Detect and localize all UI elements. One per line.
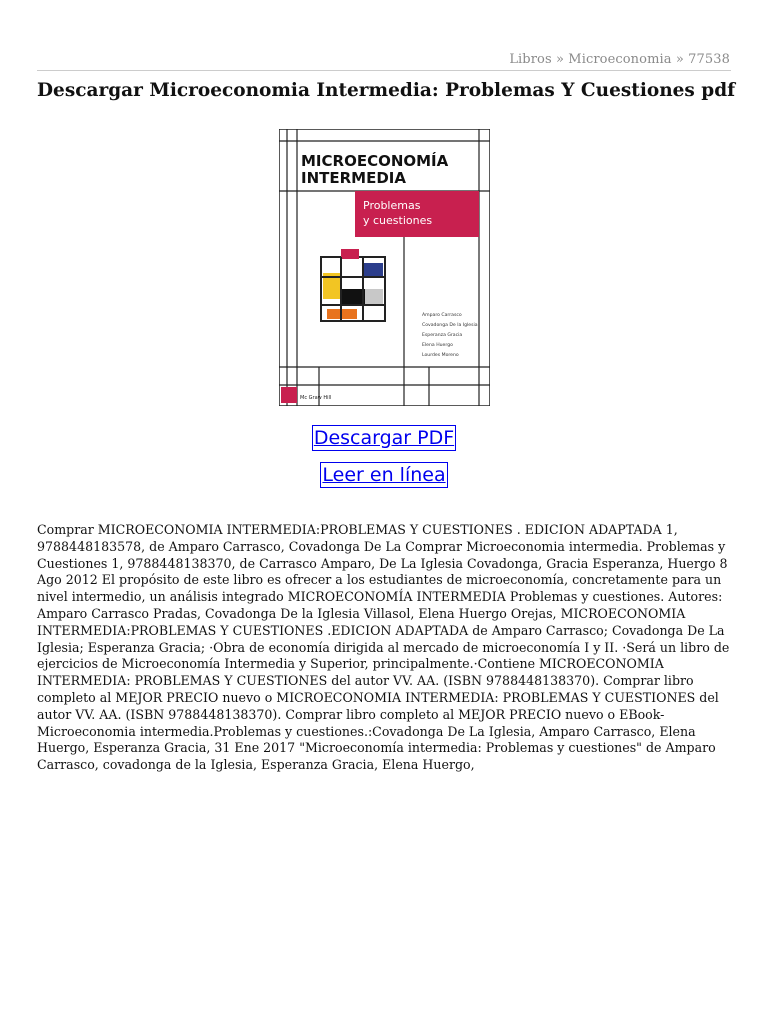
cover-title-line2: INTERMEDIA <box>301 169 406 187</box>
cover-author: Lourdes Moreno <box>422 353 459 358</box>
breadcrumb-separator: » <box>551 52 569 67</box>
page-title: Descargar Microeconomia Intermedia: Problemas Y Cuestiones pdf <box>37 80 736 101</box>
cover-title-line1: MICROECONOMÍA <box>301 152 449 170</box>
cover-subtitle-line2: y cuestiones <box>363 214 433 227</box>
breadcrumb-separator: » <box>671 52 689 67</box>
cover-author: Covadonga De la Iglesia <box>422 323 478 328</box>
book-cover-image <box>279 129 490 406</box>
header-divider <box>37 70 731 71</box>
cover-author: Esperanza Gracia <box>422 333 463 338</box>
cover-mondrian-graphic <box>321 249 385 321</box>
cover-author: Elena Huergo <box>422 343 453 348</box>
download-links <box>0 425 768 499</box>
cover-subtitle-line1: Problemas <box>363 199 421 212</box>
breadcrumb-libros-link[interactable]: Libros <box>509 52 552 67</box>
read-online-link[interactable]: Leer en línea <box>322 464 446 486</box>
breadcrumb-microeconomia-link[interactable]: Microeconomia <box>568 52 672 67</box>
publisher-name: Mc Graw Hill <box>300 395 332 401</box>
download-pdf-link[interactable]: Descargar PDF <box>313 427 455 449</box>
breadcrumb-current: 77538 <box>688 52 730 67</box>
cover-author: Amparo Carrasco <box>422 313 462 318</box>
description-paragraph: Comprar MICROECONOMIA INTERMEDIA:PROBLEMAS Y CUESTIONES . EDICION ADAPTADA 1, 9788448183578, de Amparo Carrasco, Covadonga De La Comprar Microeconomia intermedia. Problemas y Cuestiones 1, 9788448138370, de Carrasco Amparo, De La Iglesia Covadonga, Gracia Esperanza, Huergo 8 Ago 2012 El propósito de este libro es ofrecer a los estudiantes de microeconomía, concretamente para un nivel intermedio, un análisis integrado MICROECONOMÍA INTERMEDIA Problemas y cuestiones. Autores: Amparo Carrasco Pradas, Covadonga De la Iglesia Villasol, Elena Huergo Orejas, MICROECONOMIA INTERMEDIA:PROBLEMAS Y CUESTIONES .EDICION ADAPTADA de Amparo Carrasco; Covadonga De La Iglesia; Esperanza Gracia; ·Obra de economía dirigida al mercado de microeconomía I y II. ·Será un libro de ejercicios de Microeconomía Intermedia y Superior, principalmente.·Contiene MICROECONOMIA INTERMEDIA: PROBLEMAS Y CUESTIONES del autor VV. AA. (ISBN 9788448138370). Comprar libro completo al MEJOR PRECIO nuevo o MICROECONOMIA INTERMEDIA: PROBLEMAS Y CUESTIONES del autor VV. AA. (ISBN 9788448138370). Comprar libro completo al MEJOR PRECIO nuevo o EBook-Microeconomia intermedia.Problemas y cuestiones.:Covadonga De La Iglesia, Amparo Carrasco, Elena Huergo, Esperanza Gracia, 31 Ene 2017 "Microeconomía intermedia: Problemas y cuestiones" de Amparo Carrasco, covadonga de la Iglesia, Esperanza Gracia, Elena Huergo, <box>37 522 730 773</box>
breadcrumb <box>509 52 730 67</box>
